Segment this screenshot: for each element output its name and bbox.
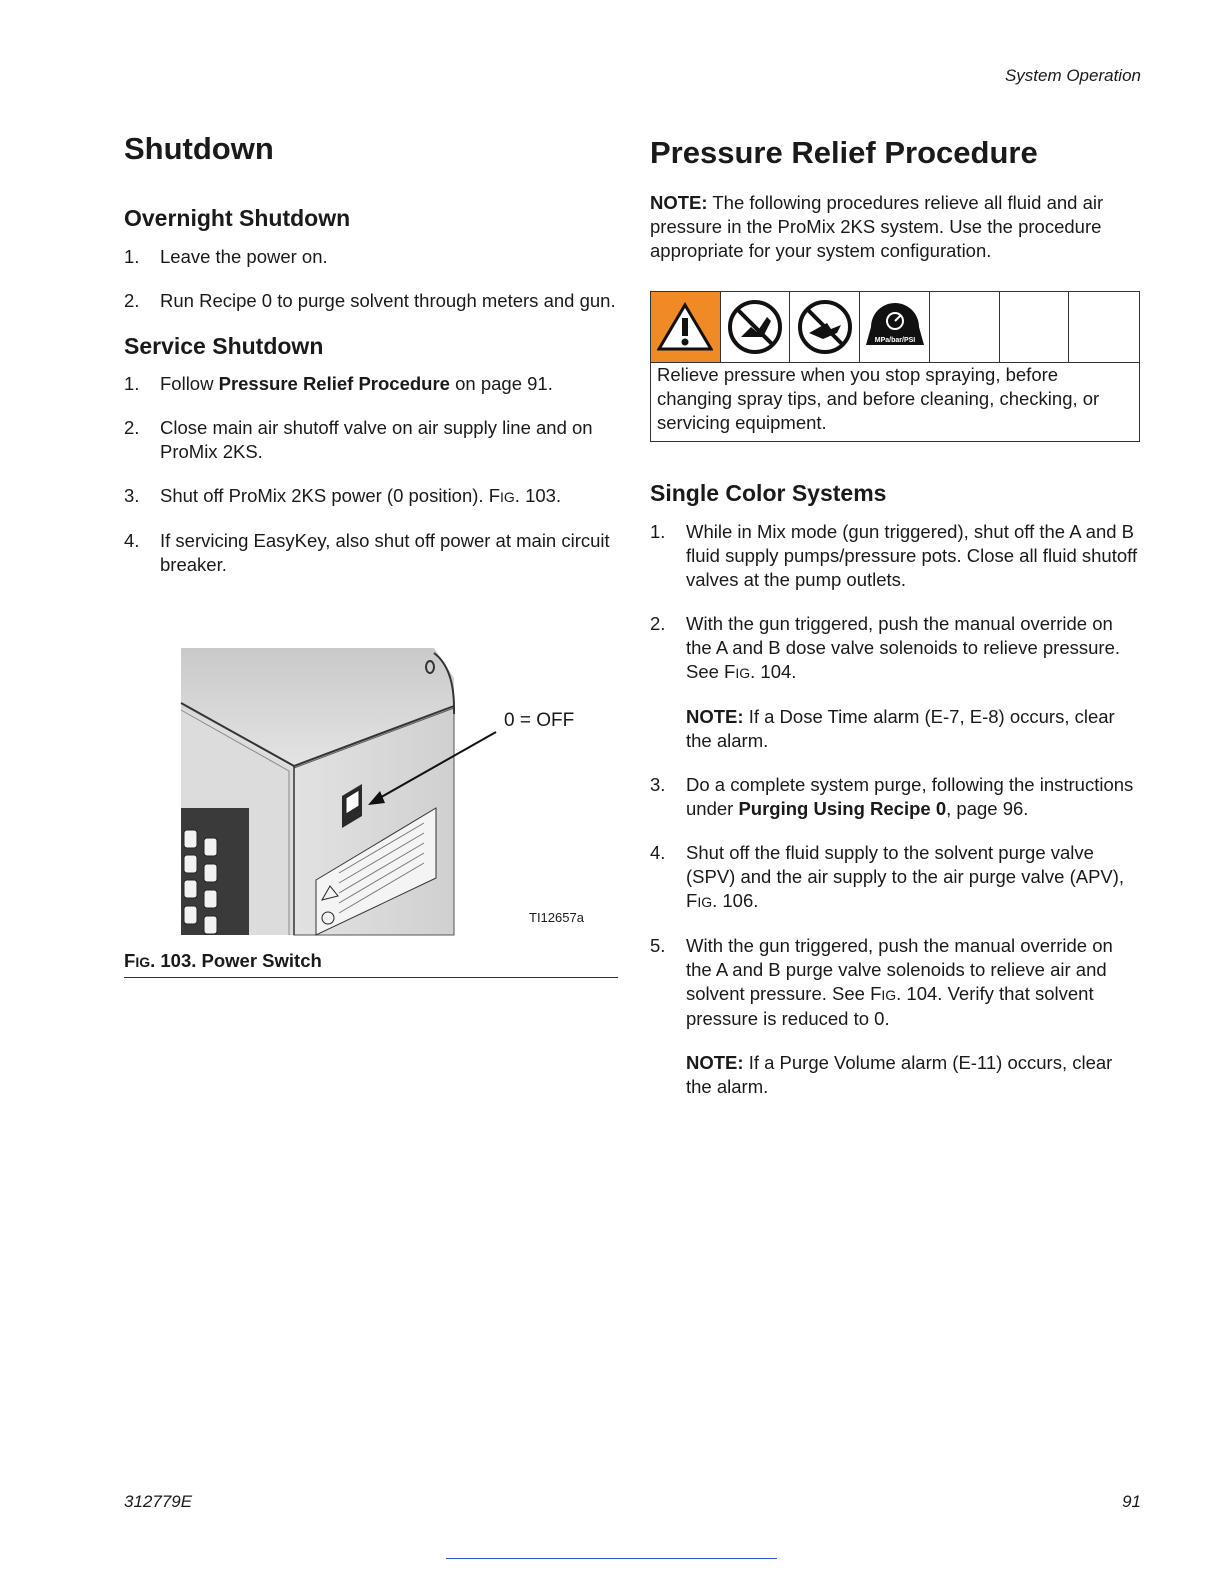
pressure-gauge-icon (860, 292, 930, 362)
list-item: 1. Follow Pressure Relief Procedure on page 91. (124, 373, 553, 395)
off-callout: 0 = OFF (504, 710, 575, 731)
list-item: 2. With the gun triggered, push the manual override on the A and B dose valve solenoids to relieve pressure. See FIG. 104. (650, 612, 1120, 682)
purging-recipe-link[interactable]: Purging Using Recipe 0 (738, 797, 947, 819)
document-number: 312779E (124, 1492, 193, 1511)
list-item: 3. Shut off ProMix 2KS power (0 position). FIG. 103. (124, 485, 562, 507)
list-item: 5. With the gun triggered, push the manual override on the A and B purge valve solenoids to relieve air and solvent pressure. See FIG. 104. Verify that solvent pressure is reduced to 0. (650, 934, 1113, 1029)
service-shutdown-heading: Service Shutdown (124, 332, 324, 359)
page-number: 91 (1122, 1492, 1141, 1511)
power-switch-figure (124, 648, 619, 938)
list-item: 4. If servicing EasyKey, also shut off power at main circuit breaker. (124, 530, 610, 576)
footer-link-line (446, 1558, 777, 1559)
list-item: 3. Do a complete system purge, following the instructions under Purging Using Recipe 0, page 96. (650, 773, 1134, 819)
overnight-shutdown-heading: Overnight Shutdown (124, 205, 351, 232)
no-spray-hand-icon (721, 292, 791, 362)
right-column (650, 134, 1140, 1119)
list-item: 1. Leave the power on. (124, 245, 328, 267)
intro-note: NOTE: The following procedures relieve all fluid and air pressure in the ProMix 2KS system. Use the procedure appropriate for your system configuration. (650, 192, 1104, 262)
shutdown-title: Shutdown (124, 131, 274, 166)
list-item: 1. While in Mix mode (gun triggered), shut off the A and B fluid supply pumps/pressure pots. Close all fluid shutoff valves at the pump outlets. (650, 520, 1138, 590)
list-item: 2. Run Recipe 0 to purge solvent through meters and gun. (124, 289, 616, 311)
warning-icons-row (651, 292, 1139, 363)
empty-icon-cell (1000, 292, 1070, 362)
dose-time-note: NOTE: If a Dose Time alarm (E-7, E-8) occurs, clear the alarm. (686, 705, 1115, 751)
service-steps (124, 372, 619, 577)
svg-text:MPa/bar/PSI: MPa/bar/PSI (874, 337, 915, 345)
caption-rule (124, 977, 618, 978)
warning-text: Relieve pressure when you stop spraying, before changing spray tips, and before cleaning, checking, or servicing equipment. (657, 364, 1100, 434)
overnight-steps (124, 245, 619, 313)
single-color-heading: Single Color Systems (650, 480, 887, 507)
warning-triangle-icon (651, 292, 721, 362)
list-item: 4. Shut off the fluid supply to the solvent purge valve (SPV) and the air supply to the air purge valve (APV), FIG. 106. (650, 841, 1125, 911)
figure-caption: FIG. 103. Power Switch (124, 950, 322, 971)
no-injection-icon (790, 292, 860, 362)
running-header: System Operation (1004, 66, 1141, 85)
list-item: 2. Close main air shutoff valve on air supply line and on ProMix 2KS. (124, 417, 593, 463)
empty-icon-cell (1069, 292, 1139, 362)
purge-volume-note: NOTE: If a Purge Volume alarm (E-11) occurs, clear the alarm. (686, 1051, 1113, 1097)
figure-tag: TI12657a (529, 910, 584, 925)
single-color-steps (650, 520, 1140, 685)
single-color-steps-cont (650, 773, 1140, 1031)
warning-table (650, 291, 1140, 442)
pressure-relief-title: Pressure Relief Procedure (650, 135, 1038, 170)
pressure-relief-link[interactable]: Pressure Relief Procedure (218, 373, 450, 395)
power-switch-illustration (124, 648, 619, 938)
empty-icon-cell (930, 292, 1000, 362)
left-column (124, 130, 619, 597)
